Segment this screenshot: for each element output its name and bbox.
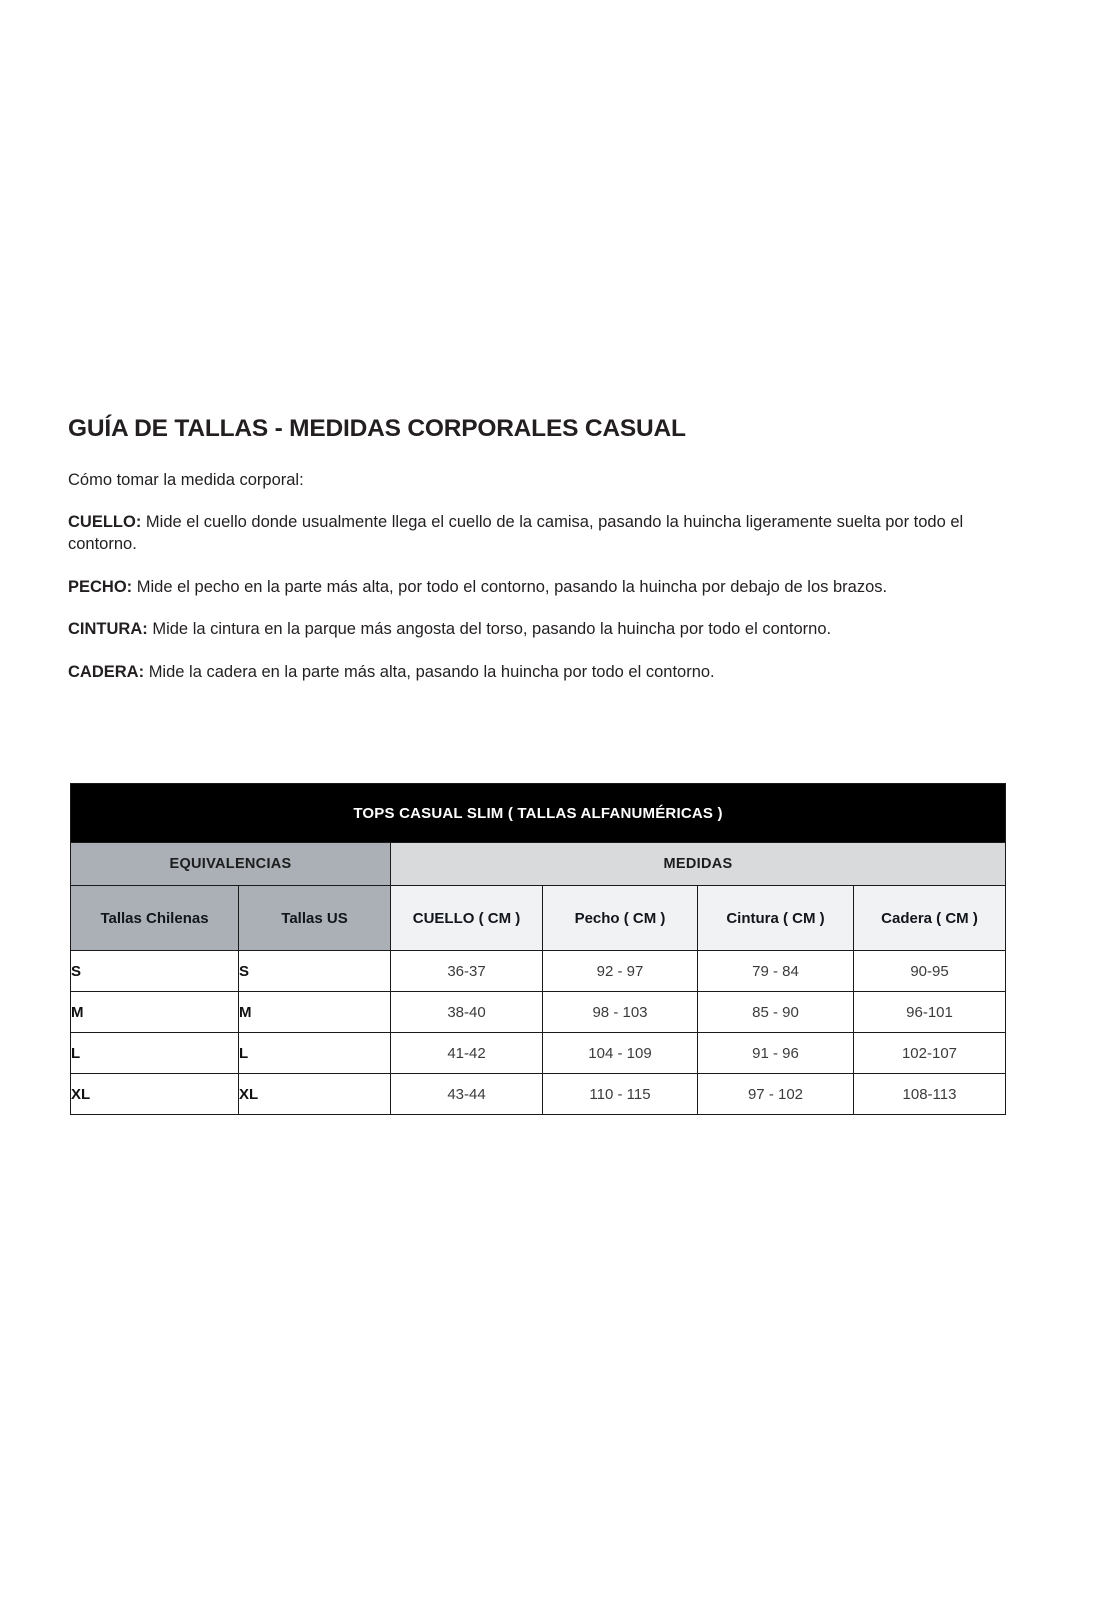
cell-cadera: 96-101 — [854, 992, 1006, 1033]
group-header-equivalencias: EQUIVALENCIAS — [71, 843, 391, 886]
definition-cintura-text: Mide la cintura en la parque más angosta del torso, pasando la huincha por todo el contorno. — [152, 620, 832, 639]
cell-cuello: 36-37 — [391, 951, 543, 992]
definition-cadera-text: Mide la cadera en la parte más alta, pasando la huincha por todo el contorno. — [148, 663, 715, 682]
cell-talla-us: M — [239, 992, 391, 1033]
column-header-cadera: Cadera ( CM ) — [854, 886, 1006, 951]
column-header-cintura: Cintura ( CM ) — [698, 886, 854, 951]
cell-cintura: 85 - 90 — [698, 992, 854, 1033]
cell-cadera: 90-95 — [854, 951, 1006, 992]
definition-cintura-label: CINTURA: — [68, 620, 148, 639]
definition-cuello — [68, 512, 1020, 556]
intro-text: Cómo tomar la medida corporal: — [68, 471, 304, 489]
cell-cintura: 97 - 102 — [698, 1074, 854, 1115]
cell-pecho: 104 - 109 — [543, 1033, 698, 1074]
cell-cuello: 38-40 — [391, 992, 543, 1033]
cell-talla-chilena: S — [71, 951, 239, 992]
table-row — [71, 951, 1006, 992]
cell-talla-us: XL — [239, 1074, 391, 1115]
cell-pecho: 98 - 103 — [543, 992, 698, 1033]
cell-cintura: 91 - 96 — [698, 1033, 854, 1074]
cell-talla-us: L — [239, 1033, 391, 1074]
column-header-pecho: Pecho ( CM ) — [543, 886, 698, 951]
cell-cintura: 79 - 84 — [698, 951, 854, 992]
definition-cadera-label: CADERA: — [68, 663, 145, 682]
definition-cuello-text: Mide el cuello donde usualmente llega el cuello de la camisa, pasando la huincha ligeramente suelta por todo el contorno. — [68, 513, 964, 553]
column-header-tallas-us: Tallas US — [239, 886, 391, 951]
guide-text-block — [68, 415, 1020, 705]
cell-cuello: 43-44 — [391, 1074, 543, 1115]
page-title: GUÍA DE TALLAS - MEDIDAS CORPORALES CASUAL — [68, 415, 686, 442]
table-group-header-row — [71, 843, 1006, 886]
cell-cadera: 108-113 — [854, 1074, 1006, 1115]
definition-cuello-label: CUELLO: — [68, 513, 142, 531]
cell-cuello: 41-42 — [391, 1033, 543, 1074]
cell-talla-chilena: XL — [71, 1074, 239, 1115]
cell-pecho: 92 - 97 — [543, 951, 698, 992]
cell-talla-us: S — [239, 951, 391, 992]
table-title: TOPS CASUAL SLIM ( TALLAS ALFANUMÉRICAS ) — [71, 784, 1006, 843]
definition-cadera — [68, 662, 1020, 684]
column-header-cuello: CUELLO ( CM ) — [391, 886, 543, 951]
cell-cadera: 102-107 — [854, 1033, 1006, 1074]
cell-talla-chilena: M — [71, 992, 239, 1033]
definition-pecho — [68, 577, 1020, 599]
table-row — [71, 1074, 1006, 1115]
cell-talla-chilena: L — [71, 1033, 239, 1074]
size-table-container — [70, 783, 1005, 1115]
size-chart-table — [70, 783, 1006, 1115]
table-row — [71, 1033, 1006, 1074]
table-title-row — [71, 784, 1006, 843]
table-row — [71, 992, 1006, 1033]
definition-pecho-label: PECHO: — [68, 577, 133, 596]
group-header-medidas: MEDIDAS — [391, 843, 1006, 886]
cell-pecho: 110 - 115 — [543, 1074, 698, 1115]
column-header-tallas-chilenas: Tallas Chilenas — [71, 886, 239, 951]
definition-cintura — [68, 619, 1020, 641]
table-column-header-row — [71, 886, 1006, 951]
definition-pecho-text: Mide el pecho en la parte más alta, por todo el contorno, pasando la huincha por debajo de los brazos. — [136, 577, 888, 596]
